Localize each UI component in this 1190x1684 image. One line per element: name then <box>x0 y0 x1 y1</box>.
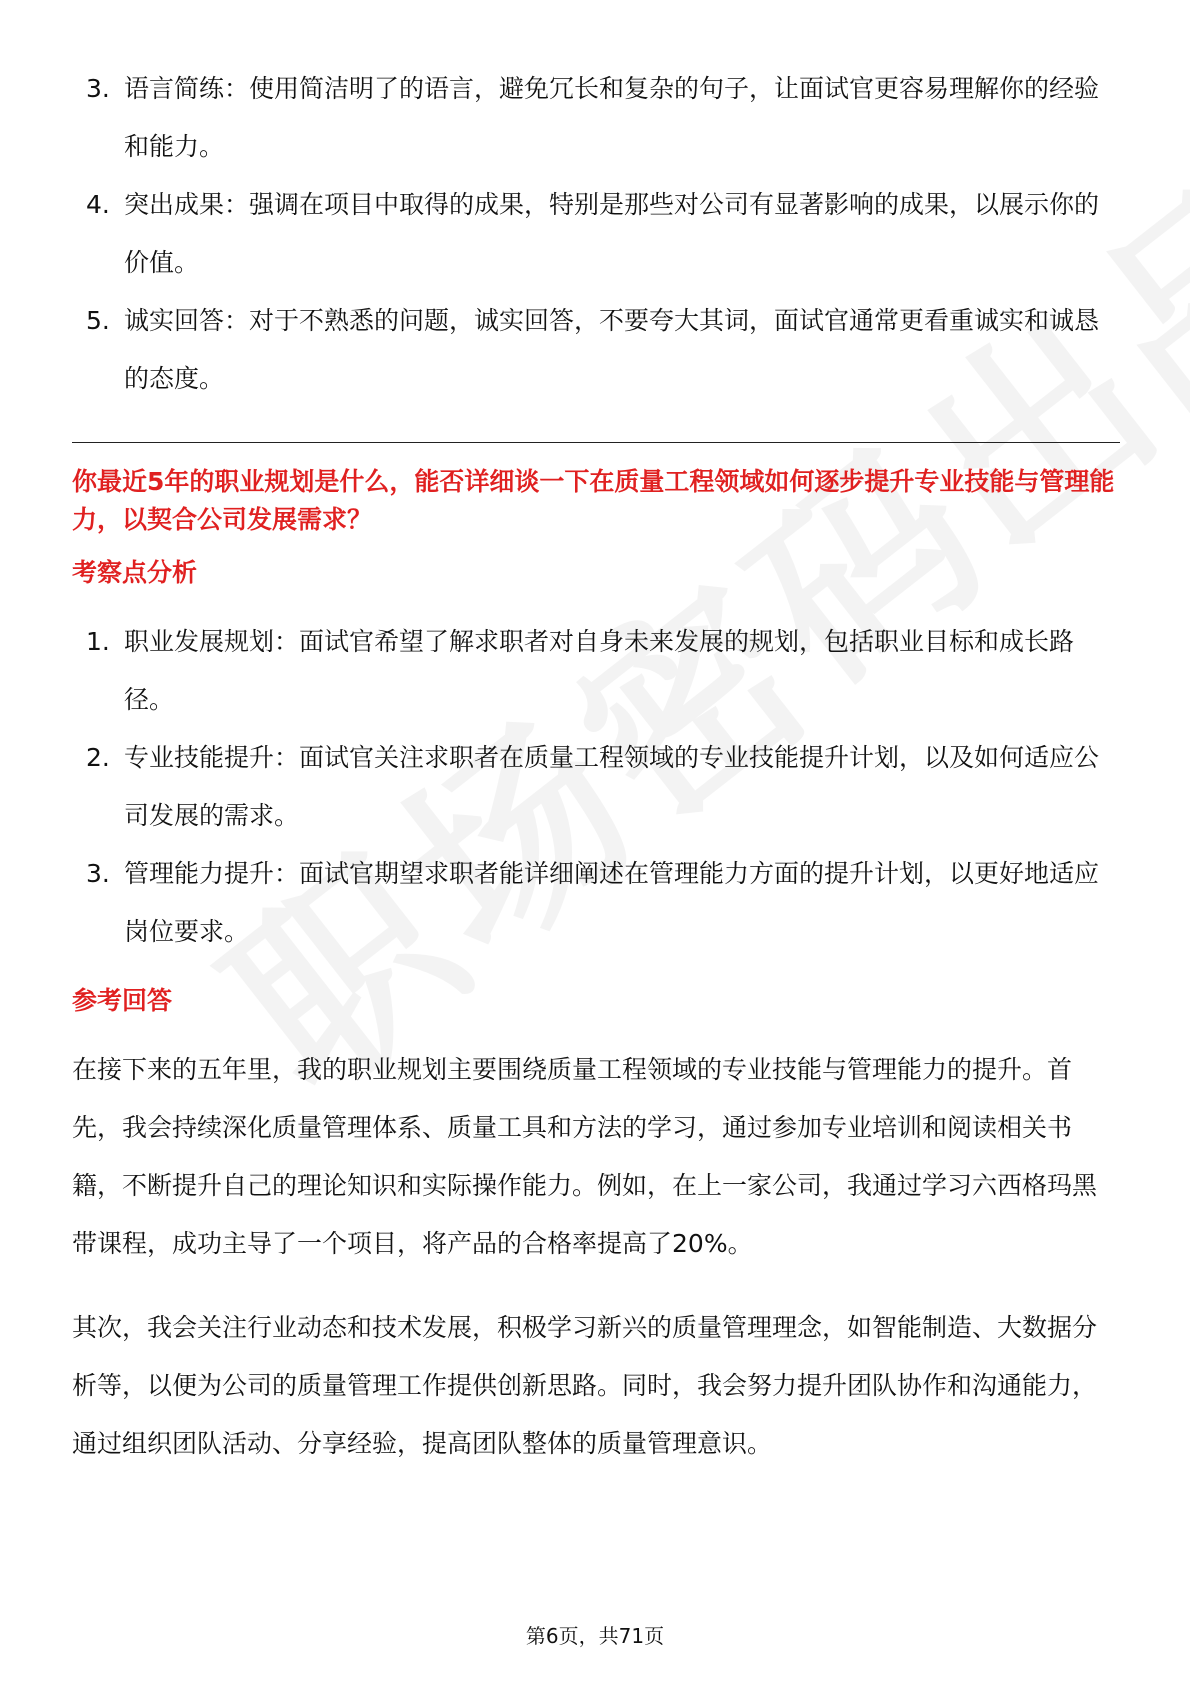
list-number: 3. <box>86 74 110 103</box>
analysis-heading: 考察点分析 <box>72 558 198 587</box>
list-item <box>72 729 1120 845</box>
list-text: 管理能力提升：面试官期望求职者能详细阐述在管理能力方面的提升计划，以更好地适应岗位要求。 <box>124 859 1100 946</box>
list-number: 5. <box>86 306 110 335</box>
answer-paragraph: 其次，我会关注行业动态和技术发展，积极学习新兴的质量管理理念，如智能制造、大数据分析等，以便为公司的质量管理工作提供创新思路。同时，我会努力提升团队协作和沟通能力，通过组织团队活动、分享经验，提高团队整体的质量管理意识。 <box>72 1313 1098 1458</box>
list-number: 3. <box>86 859 110 888</box>
question-title: 你最近5年的职业规划是什么，能否详细谈一下在质量工程领域如何逐步提升专业技能与管理能力，以契合公司发展需求？ <box>72 467 1115 534</box>
tips-list <box>72 60 1120 408</box>
list-text: 诚实回答：对于不熟悉的问题，诚实回答，不要夸大其词，面试官通常更看重诚实和诚恳的态度。 <box>124 306 1100 393</box>
list-item <box>72 613 1120 729</box>
list-text: 职业发展规划：面试官希望了解求职者对自身未来发展的规划，包括职业目标和成长路径。 <box>124 627 1075 714</box>
list-item <box>72 845 1120 961</box>
list-number: 1. <box>86 627 110 656</box>
list-number: 2. <box>86 743 110 772</box>
list-text: 专业技能提升：面试官关注求职者在质量工程领域的专业技能提升计划，以及如何适应公司发展的需求。 <box>124 743 1100 830</box>
answer-heading: 参考回答 <box>72 986 173 1015</box>
list-text: 语言简练：使用简洁明了的语言，避免冗长和复杂的句子，让面试官更容易理解你的经验和能力。 <box>124 74 1100 161</box>
answer-paragraph: 在接下来的五年里，我的职业规划主要围绕质量工程领域的专业技能与管理能力的提升。首先，我会持续深化质量管理体系、质量工具和方法的学习，通过参加专业培训和阅读相关书籍，不断提升自己的理论知识和实际操作能力。例如，在上一家公司，我通过学习六西格玛黑带课程，成功主导了一个项目，将产品的合格率提高了20%。 <box>72 1055 1098 1258</box>
list-item <box>72 292 1120 408</box>
section-divider <box>72 442 1120 443</box>
analysis-list <box>72 613 1120 961</box>
list-item <box>72 60 1120 176</box>
page-footer: 第6页，共71页 <box>525 1624 665 1648</box>
list-item <box>72 176 1120 292</box>
list-text: 突出成果：强调在项目中取得的成果，特别是那些对公司有显著影响的成果，以展示你的价值。 <box>124 190 1100 277</box>
list-number: 4. <box>86 190 110 219</box>
page-content <box>72 60 1120 1499</box>
